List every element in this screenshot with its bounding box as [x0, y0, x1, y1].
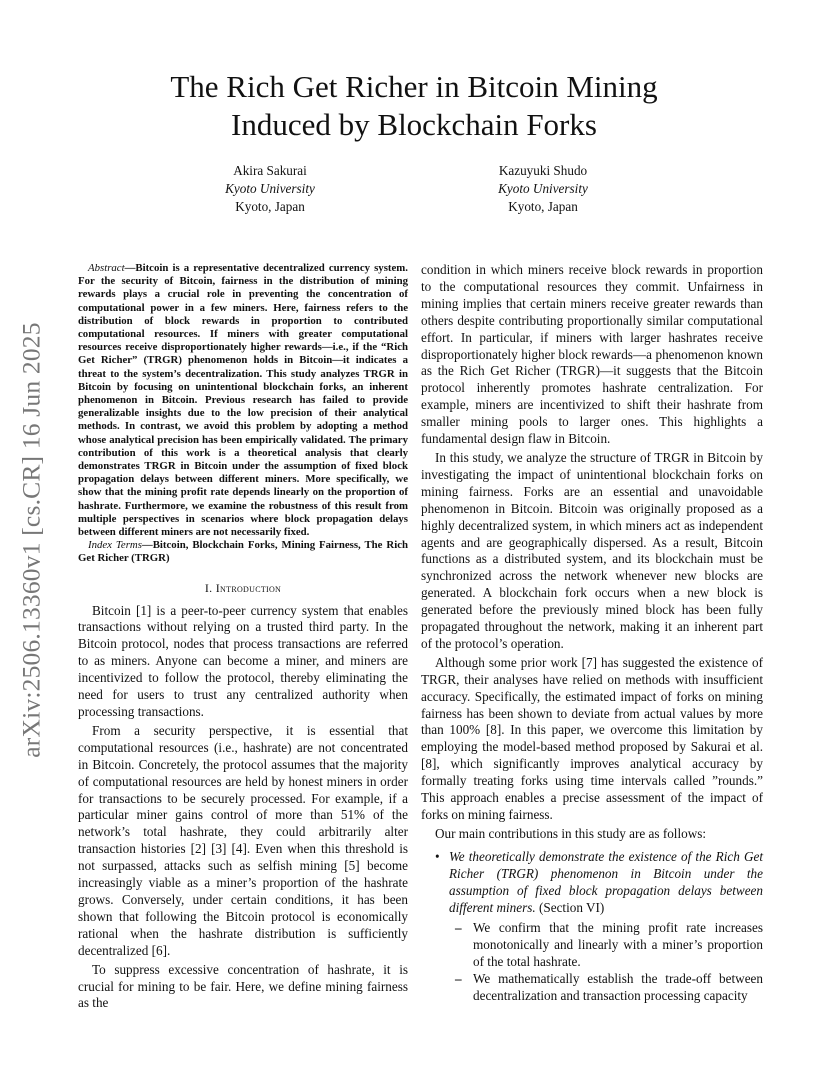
dash-marker: –	[455, 971, 462, 987]
contribution-subitem-text: We mathematically establish the trade-off between decentralization and transaction processing capacity	[473, 971, 763, 1004]
body-paragraph: To suppress excessive concentration of hashrate, it is crucial for mining to be fair. Here, we define mining fairness as the	[78, 961, 408, 1011]
section-title-text: Introduction	[215, 580, 282, 595]
contribution-subitem	[449, 920, 763, 971]
body-paragraph: From a security perspective, it is essential that computational resources (i.e., hashrate) are not concentrated in Bitcoin. Concretely, the protocol assumes that the majority of computational resources are held by honest miners in order for transactions to be securely processed. For example, if a particular miner gains control of more than 51% of the network’s total hashrate, they could arbitrarily alter transaction histories [2] [3] [4]. Even when this threshold is not surpassed, attacks such as selfish mining [5] become increasingly viable as a miner’s proportion of the hashrate grows. Conversely, under certain conditions, it has been shown that following the Bitcoin protocol is economically rational when the hashrate distribution is sufficiently decentralized [6].	[78, 722, 408, 958]
body-paragraph: Bitcoin [1] is a peer-to-peer currency system that enables transactions without relying on a trusted third party. In the Bitcoin protocol, nodes that process transactions are referred to as miners. Anyone can become a miner, and miners are incentivized to follow the protocol, thereby eliminating the need for users to trust any centralized authority when processing transactions.	[78, 602, 408, 720]
author-location: Kyoto, Japan	[508, 199, 578, 214]
author-name: Kazuyuki Shudo	[498, 163, 588, 178]
paper-title-line-2: Induced by Blockchain Forks	[231, 107, 597, 142]
index-terms-text: —Bitcoin, Blockchain Forks, Mining Fairness, The Rich Get Richer (TRGR)	[78, 539, 408, 565]
contribution-subitem	[449, 971, 763, 1005]
dash-marker: –	[455, 920, 462, 936]
body-paragraph: condition in which miners receive block rewards in proportion to the computational resources they commit. Unfairness in mining implies that certain miners receive greater rewards than others despite contributing proportionally similar computational effort. In particular, if miners with larger hashrates receive disproportionately higher block rewards—a phenomenon known as the Rich Get Richer (TRGR)—it suggests that the Bitcoin protocol inherently promotes hashrate centralization. For example, miners are incentivized to shift their hashrate from smaller mining pools to larger ones. This highlights a fundamental design flaw in Bitcoin.	[421, 262, 763, 447]
abstract-paragraph	[78, 262, 408, 539]
arxiv-identifier-stamp	[2, 300, 62, 780]
abstract-text: —Bitcoin is a representative decentralized currency system. For the security of Bitcoin, fairness in the distribution of mining rewards plays a crucial role in preventing the concentration of computational power in a few miners. Here, fairness refers to the distribution of block rewards in proportion to contributed computational resources. If miners with greater computational resources receive disproportionately higher rewards—i.e., if the “Rich Get Richer” (TRGR) phenomenon holds in Bitcoin—it indicates a threat to the system’s decentralization. This study analyzes TRGR in Bitcoin by focusing on unintentional blockchain forks, an inherent phenomenon in Bitcoin. Previous research has failed to provide generalizable insights due to the low precision of their analytical methods. In contrast, we avoid this problem by adopting a method whose analytical precision has been empirically validated. The primary contribution of this work is a theoretical analysis that clearly demonstrates TRGR in Bitcoin under the assumption of fixed block propagation delays between different miners. More specifically, we show that the mining profit rate depends linearly on the proportion of hashrate. Furthermore, we examine the robustness of this result from multiple perspectives in scenarios where block propagation delays between different miners are not necessarily fixed.	[78, 262, 408, 539]
paper-title	[0, 68, 828, 144]
abstract-label: Abstract	[88, 262, 125, 274]
author-affiliation: Kyoto University	[225, 181, 315, 196]
paper-title-line-1: The Rich Get Richer in Bitcoin Mining	[170, 69, 658, 104]
body-paragraph: Our main contributions in this study are as follows:	[435, 825, 707, 841]
section-heading	[78, 580, 408, 597]
author-block-1	[150, 162, 390, 216]
abstract	[78, 262, 408, 566]
body-paragraph: In this study, we analyze the structure of TRGR in Bitcoin by investigating the impact of unintentional blockchain forks on mining fairness. Forks are an essential and unavoidable phenomenon in Bitcoin. Bitcoin was originally proposed as a highly decentralized system, in which miners act as independent agents and are geographically dispersed. As a result, Bitcoin functions as a distributed system, and its blockchain must be synchronized across the network whenever new blocks are generated. A blockchain fork occurs when a new block is generated before the previously mined block has been fully propagated throughout the network, making it an inherent part of the protocol’s operation.	[421, 449, 763, 651]
contribution-section-ref: (Section VI)	[535, 899, 605, 915]
body-paragraph: Although some prior work [7] has suggested the existence of TRGR, their analyses have relied on methods with insufficient accuracy. Specifically, the estimated impact of forks on mining fairness has been shown to deviate from actual values by more than 100% [8]. In this paper, we overcome this limitation by employing the model-based method proposed by Sakurai et al. [8], which significantly improves analytical accuracy by formally treating forks using time intervals called ”rounds.” This approach enables a precise assessment of the impact of forks on mining fairness.	[421, 654, 763, 822]
author-name: Akira Sakurai	[233, 163, 307, 178]
author-block-2	[423, 162, 663, 216]
section-number: I.	[204, 580, 213, 595]
contribution-italic-text: We theoretically demonstrate the existence of the Rich Get Richer (TRGR) phenomenon in Bitcoin under the assumption of fixed block propagation delays between different miners.	[449, 848, 763, 915]
contribution-item	[421, 849, 763, 1005]
right-column	[421, 262, 763, 1005]
author-affiliation: Kyoto University	[498, 181, 588, 196]
contributions-list	[421, 849, 763, 1005]
bullet-marker: •	[435, 848, 440, 864]
index-terms-label: Index Terms	[88, 539, 142, 552]
index-terms-paragraph	[78, 539, 408, 565]
contribution-sublist	[449, 920, 763, 1005]
contribution-subitem-text: We confirm that the mining profit rate increases monotonically and linearly with a miner’s proportion of the total hashrate.	[473, 920, 763, 970]
arxiv-identifier-text: arXiv:2506.13360v1 [cs.CR] 16 Jun 2025	[17, 322, 47, 758]
left-column	[78, 262, 408, 1012]
author-location: Kyoto, Japan	[235, 199, 305, 214]
